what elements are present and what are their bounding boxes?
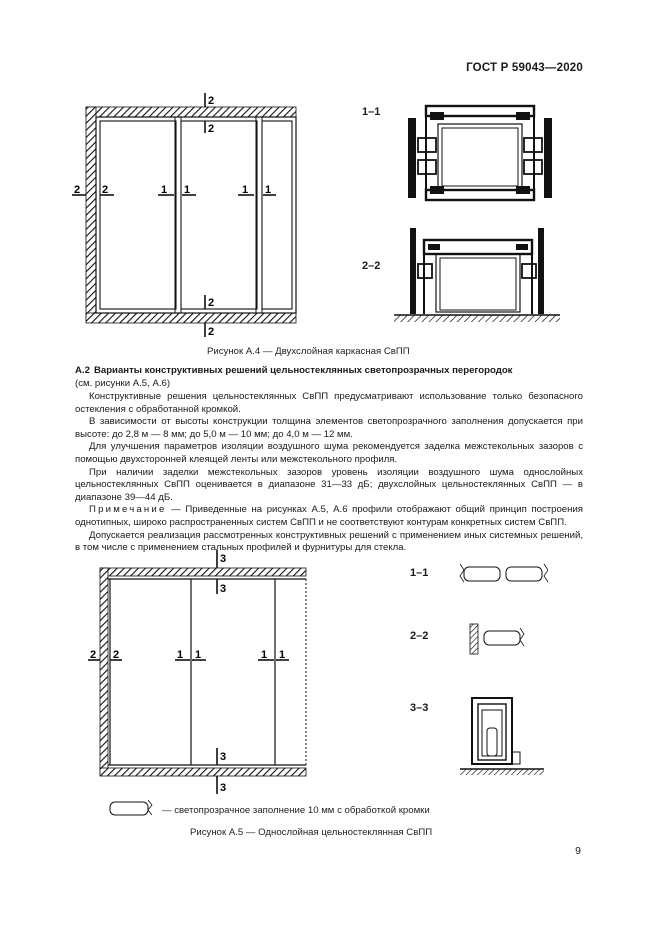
paragraph-1: Конструктивные решения цельностеклянных СвПП предусматривают использование только безопасного остекления с обработанной кромкой. (75, 391, 583, 415)
a5-cut-label-1-d: 1 (279, 649, 286, 661)
figure-a4-elevation (60, 85, 300, 340)
figure-a5-section-3-3 (460, 690, 545, 776)
cut-label-1-b: 1 (184, 184, 191, 196)
cut-label-2-bottom-outer: 2 (208, 326, 215, 338)
section-body (75, 391, 583, 555)
cut-label-2-left-outer: 2 (74, 184, 81, 196)
note-paragraph (75, 504, 583, 529)
figure-a5-section-2-2 (460, 620, 540, 656)
section-label-1-1: 1–1 (362, 106, 381, 118)
a5-cut-label-2-outer: 2 (90, 649, 97, 661)
cut-label-1-d: 1 (265, 184, 272, 196)
a5-cut-label-1-a: 1 (177, 649, 184, 661)
legend-glass-icon (108, 800, 158, 818)
paragraph-4: При наличии заделки межстекольных зазоров уровень изоляции воздушного шума однослойных цельностеклянных СвПП оценивается в диапазоне 31—33 дБ; двухслойных цельностеклянных СвПП — в диапазоне 39—44 дБ. (75, 466, 583, 503)
a5-cut-label-3-top-inner: 3 (220, 583, 227, 595)
a5-section-label-2-2: 2–2 (410, 630, 429, 642)
standard-header: ГОСТ Р 59043—2020 (466, 62, 583, 74)
a5-cut-label-3-bottom-outer: 3 (220, 782, 227, 794)
cut-label-1-a: 1 (161, 184, 168, 196)
a5-cut-label-3-top-outer: 3 (220, 553, 227, 565)
paragraph-3: Для улучшения параметров изоляции воздушного шума рекомендуется заделка межстекольных зазоров с помощью двухсторонней клеящей ленты или межстекольного профиля. (75, 441, 583, 465)
legend-text: — светопрозрачное заполнение 10 мм с обработкой кромки (162, 805, 430, 816)
figure-a4-caption: Рисунок А.4 — Двухслойная каркасная СвПП (207, 346, 410, 357)
cut-label-2-top-outer: 2 (208, 95, 215, 107)
section-heading (75, 365, 513, 376)
a5-cut-label-2-inner: 2 (113, 649, 120, 661)
figure-a5-caption: Рисунок А.5 — Однослойная цельностеклянная СвПП (190, 827, 433, 838)
section-number: А.2 (75, 365, 90, 376)
figure-a4-section-1-1 (400, 98, 560, 208)
section-label-2-2: 2–2 (362, 260, 381, 272)
figure-a5-section-1-1 (458, 562, 548, 586)
a5-section-label-3-3: 3–3 (410, 702, 429, 714)
page-number: 9 (575, 845, 581, 857)
a5-cut-label-1-b: 1 (195, 649, 202, 661)
cut-label-2-left-inner: 2 (102, 184, 109, 196)
note-text: — Приведенные на рисунках А.5, А.6 профили отображают общий принцип построения однотипных, широко распространенных систем СвПП и не соответствуют контурам конкретных систем СвПП. (75, 504, 583, 528)
note-label: Примечание (89, 504, 167, 516)
cut-label-2-top-inner: 2 (208, 123, 215, 135)
closing-paragraph: Допускается реализация рассмотренных конструктивных решений с применением иных системных решений, в том числе с применением стальных профилей и фурнитуры для стекла. (75, 529, 583, 554)
figure-a5-elevation (80, 548, 320, 796)
a5-cut-label-3-bottom-inner: 3 (220, 751, 227, 763)
cut-label-2-bottom-inner: 2 (208, 297, 215, 309)
a5-cut-label-1-c: 1 (261, 649, 268, 661)
section-subtitle: (см. рисунки А.5, А.6) (75, 378, 171, 389)
cut-label-1-c: 1 (242, 184, 249, 196)
a5-section-label-1-1: 1–1 (410, 567, 429, 579)
figure-a4-section-2-2 (392, 224, 562, 324)
paragraph-2: В зависимости от высоты конструкции толщина элементов светопрозрачного заполнения допускается при высоте: до 2,8 м — 8 мм; до 5,0 м — 10 мм; до 4,0 м — 12 мм. (75, 416, 583, 440)
section-title: Варианты конструктивных решений цельностеклянных светопрозрачных перегородок (93, 365, 513, 376)
